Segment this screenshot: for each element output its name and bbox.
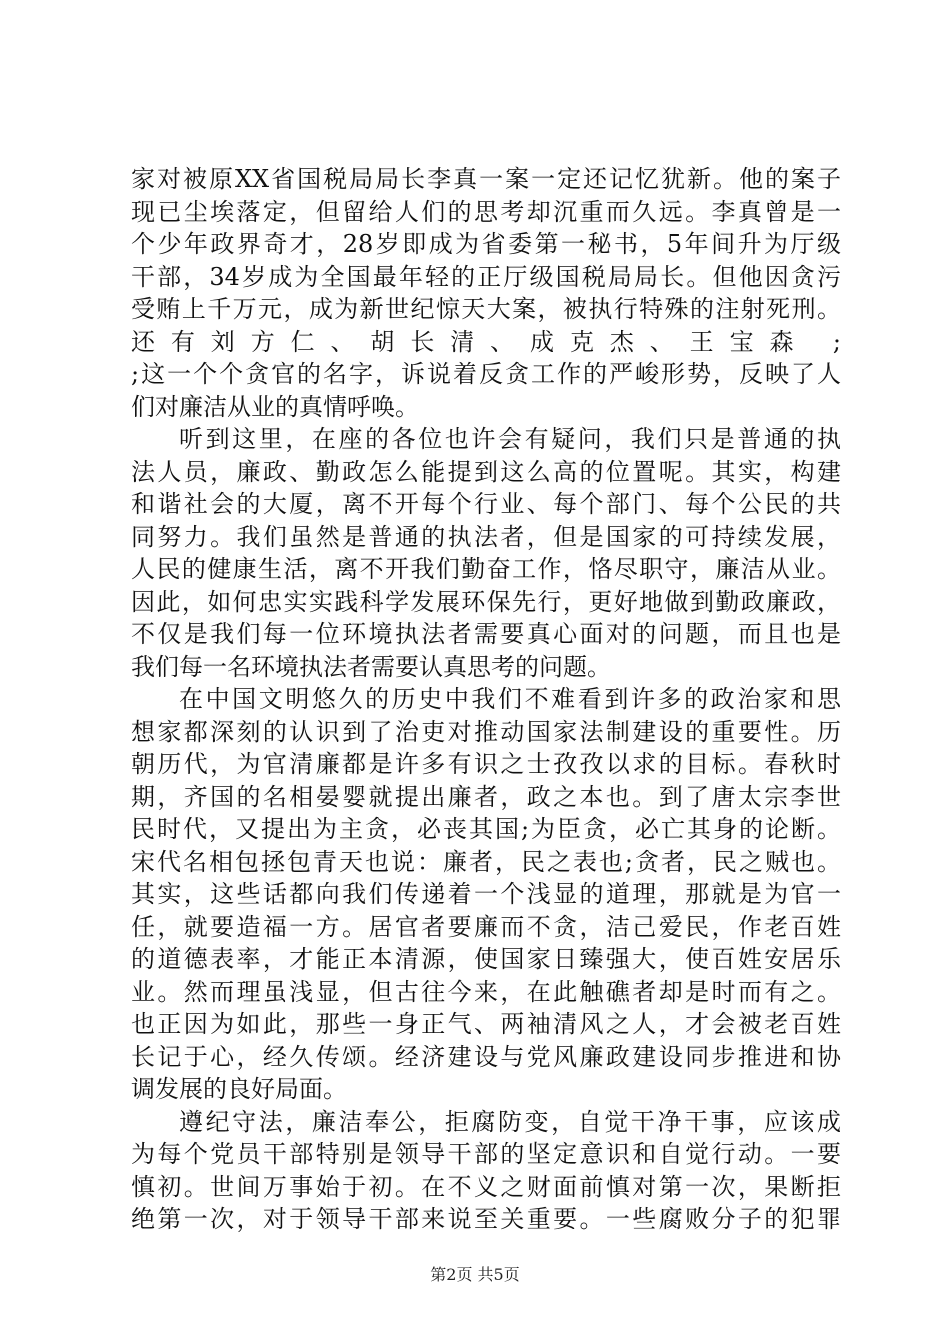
text-line: 因此，如何忠实实践科学发展环保先行，更好地做到勤政廉政， [131,587,841,616]
text-line: 人民的健康生活，离不开我们勤奋工作，恪尽职守，廉洁从业。 [131,555,841,583]
text-line: 调发展的良好局面。 [131,1075,347,1103]
text-line: 期，齐国的名相晏婴就提出廉者，政之本也。到了唐太宗李世 [131,782,841,811]
text-line: 们对廉洁从业的真情呼唤。 [131,392,419,421]
text-line: 我们每一名环境执法者需要认真思考的问题。 [131,652,611,681]
text-line: 慎初。世间万事始于初。在不义之财面前慎对第一次，果断拒 [131,1172,841,1201]
text-line: 法人员，廉政、勤政怎么能提到这么高的位置呢。其实，构建 [131,457,841,486]
text-line: 朝历代，为官清廉都是许多有识之士孜孜以求的目标。春秋时 [131,750,841,778]
text-line: 也正因为如此，那些一身正气、两袖清风之人，才会被老百姓 [131,1010,841,1038]
text-line: 其实，这些话都向我们传递着一个浅显的道理，那就是为官一 [131,880,841,908]
text-line: 想家都深刻的认识到了治吏对推动国家法制建设的重要性。历 [131,717,841,746]
page-footer: 第2页 共5页 [430,1265,520,1284]
text-line: 遵纪守法，廉洁奉公，拒腐防变，自觉干净干事，应该成 [179,1107,841,1136]
text-line: 听到这里，在座的各位也许会有疑问，我们只是普通的执 [179,425,841,453]
text-line: 长记于心，经久传颂。经济建设与党风廉政建设同步推进和协 [131,1042,841,1071]
text-line: 干部，34岁成为全国最年轻的正厅级国税局局长。但他因贪污 [131,262,841,291]
text-line: 还有刘方仁、胡长清、成克杰、王宝森 ; [131,327,841,356]
text-line: 民时代，又提出为主贪，必丧其国;为臣贪，必亡其身的论断。 [131,815,841,843]
text-line: 同努力。我们虽然是普通的执法者，但是国家的可持续发展， [131,522,841,551]
text-line: 不仅是我们每一位环境执法者需要真心面对的问题，而且也是 [131,620,841,648]
text-line: ;这一个个贪官的名字，诉说着反贪工作的严峻形势，反映了人 [131,360,841,388]
text-line: 现已尘埃落定，但留给人们的思考却沉重而久远。李真曾是一 [131,197,841,226]
document-body [131,163,841,1236]
text-line: 在中国文明悠久的历史中我们不难看到许多的政治家和思 [179,685,841,713]
text-line: 业。然而理虽浅显，但古往今来，在此触礁者却是时而有之。 [131,977,841,1006]
text-line: 宋代名相包拯包青天也说：廉者，民之表也;贪者，民之贼也。 [131,847,841,876]
text-line: 绝第一次，对于领导干部来说至关重要。一些腐败分子的犯罪 [131,1205,841,1233]
text-line: 家对被原XX省国税局局长李真一案一定还记忆犹新。他的案子 [131,165,841,193]
text-line: 为每个党员干部特别是领导干部的坚定意识和自觉行动。一要 [131,1140,841,1168]
text-line: 的道德表率，才能正本清源，使国家日臻强大，使百姓安居乐 [131,945,841,973]
text-line: 任，就要造福一方。居官者要廉而不贪，洁己爱民，作老百姓 [131,912,841,941]
text-line: 受贿上千万元，成为新世纪惊天大案，被执行特殊的注射死刑。 [131,295,841,323]
text-line: 和谐社会的大厦，离不开每个行业、每个部门、每个公民的共 [131,490,841,518]
text-line: 个少年政界奇才，28岁即成为省委第一秘书，5年间升为厅级 [131,230,841,258]
